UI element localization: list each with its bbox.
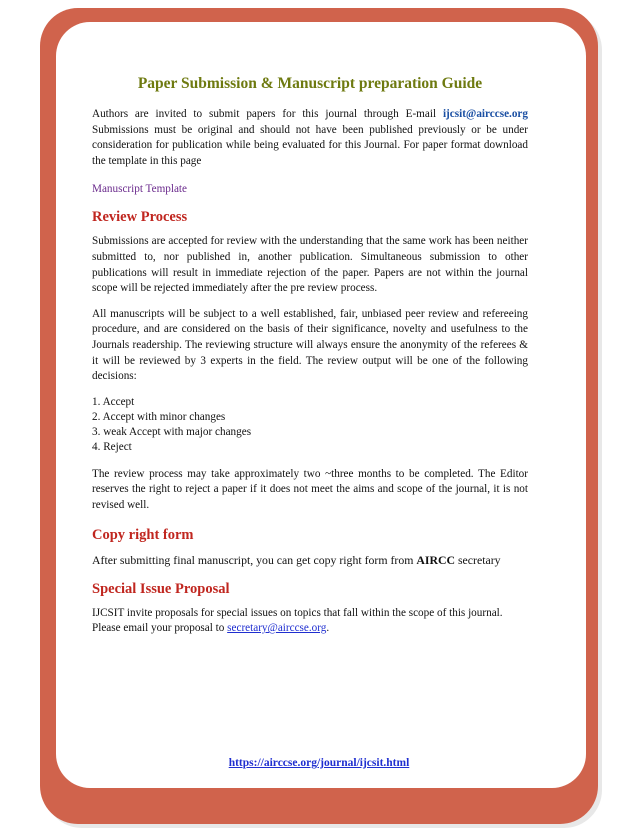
- decision-item: 1. Accept: [92, 395, 135, 408]
- intro-paragraph: [92, 107, 528, 169]
- intro-text-rest: Submissions must be original and should not have been published previously or be under consideration for publication while being evaluated for this Journal. For paper format download the template in this page: [92, 123, 528, 167]
- aircc-name: AIRCC: [416, 552, 456, 567]
- submission-email[interactable]: ijcsit@airccse.org: [442, 108, 528, 120]
- copyright-text: [92, 552, 528, 568]
- decision-item: 4. Reject: [92, 440, 132, 453]
- review-paragraph-2: All manuscripts will be subject to a well established, fair, unbiased peer review and refereeing procedure, and are considered on the basis of their significance, novelty and usefulness to the Journals readership. The reviewing structure will always ensure the anonymity of the referees & it will be reviewed by 3 experts in the field. The review output will be one of the following decisions:: [92, 307, 528, 383]
- copyright-text-post: secretary: [455, 552, 501, 567]
- document-body: [92, 75, 528, 637]
- special-issue-line-2: Please email your proposal to: [92, 622, 228, 635]
- secretary-email-link[interactable]: secretary@airccse.org: [227, 622, 327, 635]
- special-issue-period: .: [326, 622, 330, 635]
- page-title: Paper Submission & Manuscript preparation Guide: [137, 75, 483, 92]
- decision-item: 2. Accept with minor changes: [92, 410, 226, 423]
- special-issue-line-1: IJCSIT invite proposals for special issues on topics that fall within the scope of this journal.: [92, 606, 503, 619]
- decision-list: [92, 395, 528, 455]
- special-issue-paragraph: [92, 606, 528, 637]
- intro-text: Authors are invited to submit papers for this journal through E-mail: [92, 108, 443, 120]
- footer: [0, 757, 638, 769]
- special-issue-heading: Special Issue Proposal: [92, 580, 230, 597]
- copyright-text-pre: After submitting final manuscript, you can get copy right form from: [92, 552, 417, 567]
- journal-url-link[interactable]: https://airccse.org/journal/ijcsit.html: [228, 757, 410, 769]
- review-paragraph-3: The review process may take approximately two ~three months to be completed. The Editor reserves the right to reject a paper if it does not meet the aims and scope of the journal, it is not revised well.: [92, 467, 528, 511]
- review-paragraph-1: Submissions are accepted for review with the understanding that the same work has been neither submitted to, nor published in, another publication. Simultaneous submission to other publications will result in immediate rejection of the paper. Papers are not within the journal scope will be rejected immediately after the pre review process.: [92, 235, 528, 295]
- manuscript-template-link[interactable]: Manuscript Template: [92, 183, 188, 196]
- copyright-heading: Copy right form: [92, 526, 194, 543]
- review-process-heading: Review Process: [92, 209, 188, 226]
- decision-item: 3. weak Accept with major changes: [92, 425, 252, 438]
